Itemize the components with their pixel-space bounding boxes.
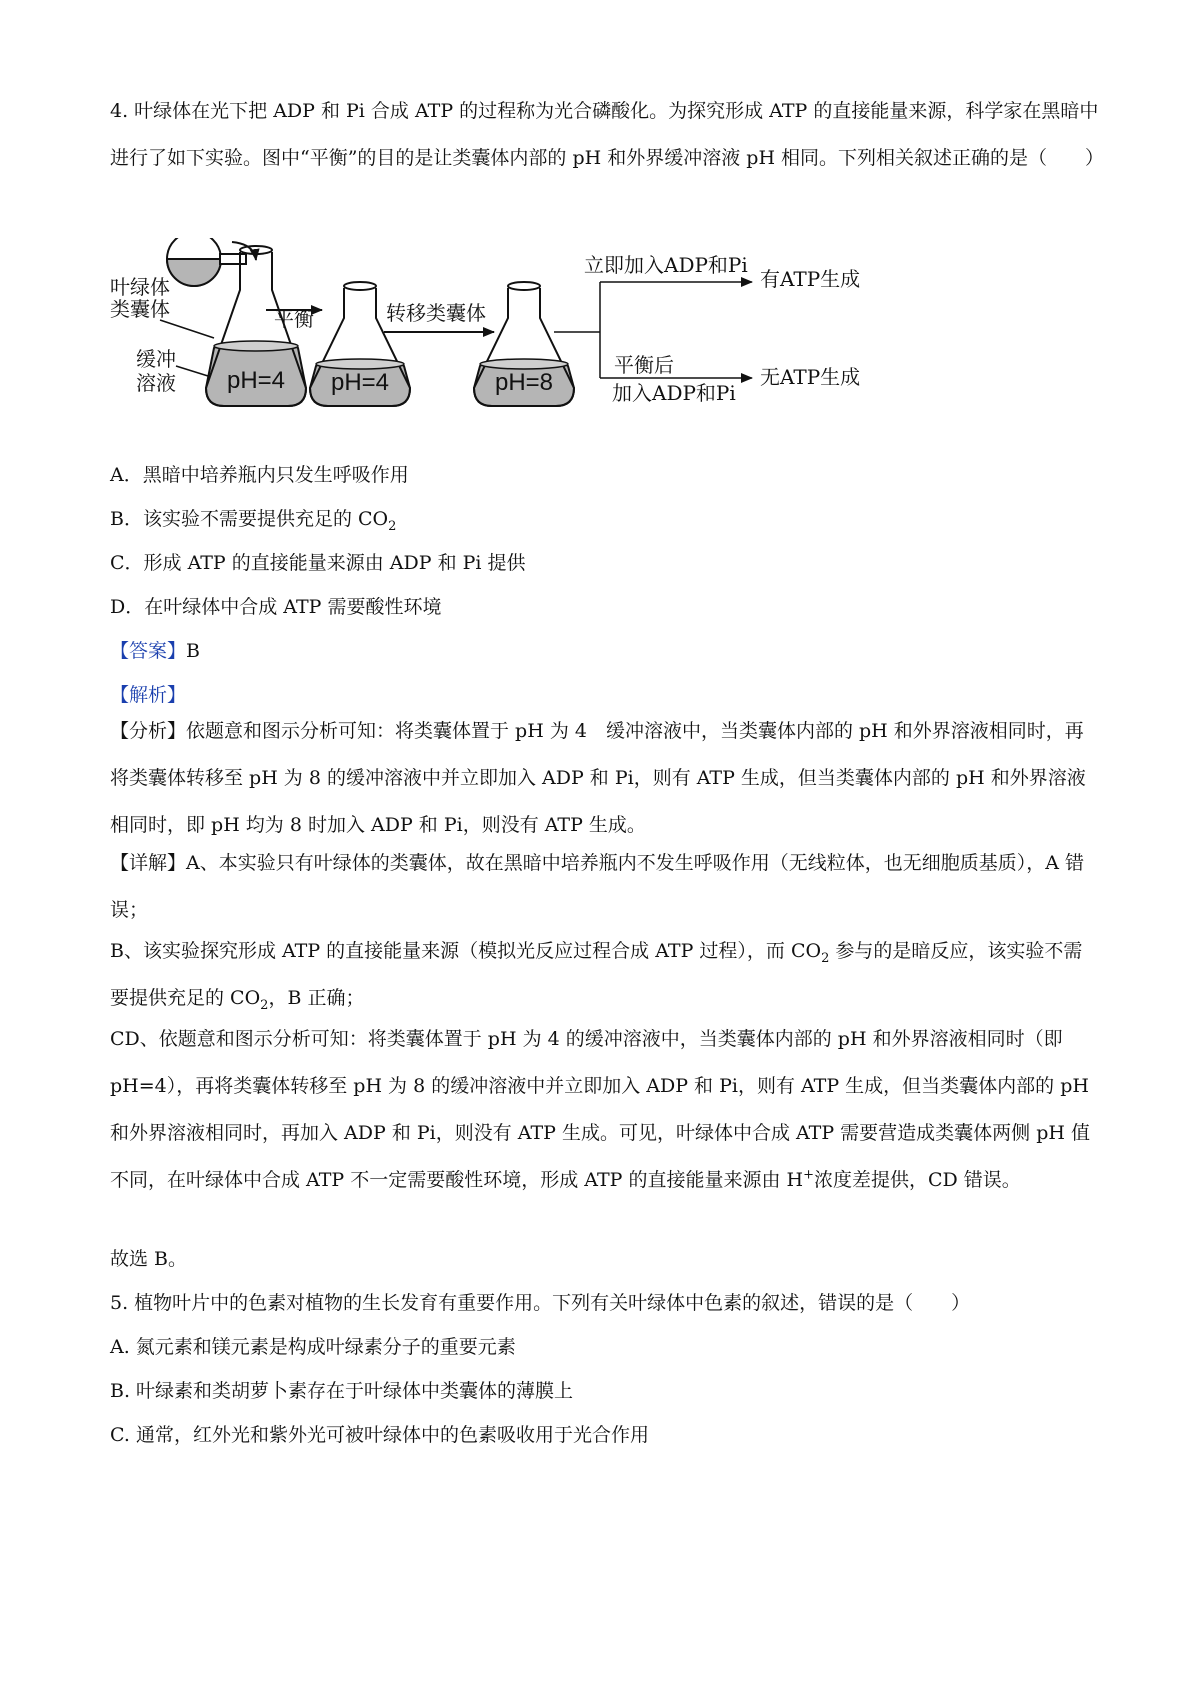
experiment-diagram [110,238,970,448]
answer-value: B [186,640,200,662]
q4-fenxi-paragraph [110,708,1100,849]
detail-b-co2-sub-2: 2 [260,997,269,1013]
q4-option-c: C．形成 ATP 的直接能量来源由 ADP 和 Pi 提供 [110,552,526,574]
fenxi-tag: 【分析】 [110,720,187,742]
q4-stem: 4. 叶绿体在光下把 ADP 和 Pi 合成 ATP 的过程称为光合磷酸化。为探究形成 ATP 的直接能量来源，科学家在黑暗中进行了如下实验。图中“平衡”的目的是让类囊体内部的 pH 和外界缓冲溶液 pH 相同。下列相关叙述正确的是（ ） [110,100,1105,169]
q4-detail-b [110,928,1100,1022]
xiangjie-tag: 【详解】 [110,852,187,874]
q4-option-d: D．在叶绿体中合成 ATP 需要酸性环境 [110,596,442,618]
co2-subscript: 2 [388,518,397,534]
buffer-label-line1: 缓冲 [136,347,176,371]
thylakoid-label-line1: 叶绿体 [110,275,170,299]
q4-option-b-text: B．该实验不需要提供充足的 CO [110,508,389,530]
q4-detail-cd [110,1016,1100,1204]
branch-bottom-result: 无ATP生成 [760,365,861,389]
branch-bottom-label-line1: 平衡后 [614,353,674,377]
branch-bottom-label-line2: 加入ADP和Pi [612,381,736,405]
thylakoid-leader-line [160,320,214,338]
q4-answer [110,636,200,666]
q4-detail-a [110,840,1100,934]
detail-b-part2: 参与的是暗反应，该实验不需要提供充足的 CO [110,940,1083,1009]
thylakoid-label-line2: 类囊体 [110,297,170,321]
branch-top-result: 有ATP生成 [760,267,861,291]
flask-2-ph-label: pH=4 [330,369,390,396]
buffer-label-line2: 溶液 [136,371,176,395]
arrow-balance-label: 平衡 [274,307,314,331]
detail-cd-part2: 浓度差提供，CD 错误。 [813,1169,1021,1191]
detail-a-text: A、本实验只有叶绿体的类囊体，故在黑暗中培养瓶内不发生呼吸作用（无线粒体，也无细胞质基质），A 错误； [110,852,1085,921]
answer-tag: 【答案】 [110,640,187,662]
arrow-transfer-label: 转移类囊体 [386,301,486,325]
h-plus-superscript: + [803,1167,814,1183]
detail-b-co2-sub-1: 2 [821,950,830,966]
q4-option-a: A．黑暗中培养瓶内只发生呼吸作用 [110,464,409,486]
fenxi-text: 依题意和图示分析可知：将类囊体置于 pH 为 4 缓冲溶液中，当类囊体内部的 pH 和外界溶液相同时，再将类囊体转移至 pH 为 8 的缓冲溶液中并立即加入 ADP 和 Pi，则有 ATP 生成，但当类囊体内部的 pH 和外界溶液相同时，即 pH 均为 8 时加入 ADP 和 Pi，则没有 ATP 生成。 [110,720,1086,836]
flask-1-ph-label: pH=4 [226,367,286,394]
flask-3-ph-label: pH=8 [494,369,554,396]
q5-option-b: B. 叶绿素和类胡萝卜素存在于叶绿体中类囊体的薄膜上 [110,1380,574,1402]
q4-conclusion: 故选 B。 [110,1248,188,1270]
branch-top-label: 立即加入ADP和Pi [584,253,748,277]
q5-option-a: A. 氮元素和镁元素是构成叶绿素分子的重要元素 [110,1336,516,1358]
q5-stem: 5. 植物叶片中的色素对植物的生长发育有重要作用。下列有关叶绿体中色素的叙述，错误的是（ ） [110,1292,971,1314]
detail-b-part1: B、该实验探究形成 ATP 的直接能量来源（模拟光反应过程合成 ATP 过程），而 CO [110,940,822,962]
experiment-diagram-svg [110,238,970,448]
buffer-leader-line [176,366,208,376]
detail-b-part3: ，B 正确； [268,987,365,1009]
q5-option-c: C. 通常，红外光和紫外光可被叶绿体中的色素吸收用于光合作用 [110,1424,649,1446]
q4-analysis-tag: 【解析】 [110,684,187,706]
detail-cd-part1: CD、依题意和图示分析可知：将类囊体置于 pH 为 4 的缓冲溶液中，当类囊体内部的 pH 和外界溶液相同时（即 pH=4），再将类囊体转移至 pH 为 8 的缓冲溶液中并立即加入 ADP 和 Pi，则有 ATP 生成，但当类囊体内部的 pH 和外界溶液相同时，再加入 ADP 和 Pi，则没有 ATP 生成。可见，叶绿体中合成 ATP 需要营造成类囊体两侧 pH 值不同，在叶绿体中合成 ATP 不一定需要酸性环境，形成 ATP 的直接能量来源由 H [110,1028,1090,1191]
round-flask-icon [167,238,256,286]
q4-option-b [110,504,396,534]
